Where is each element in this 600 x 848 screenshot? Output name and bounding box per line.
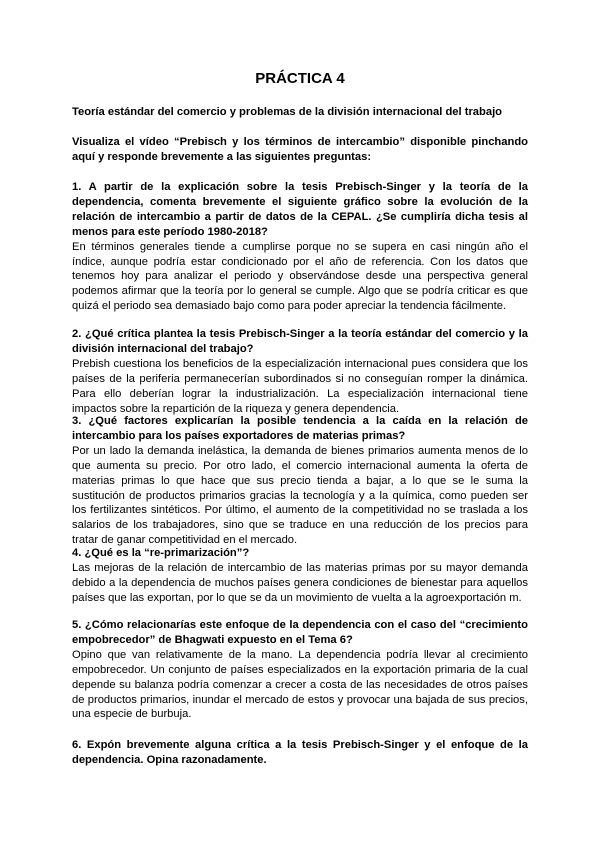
question-3-block <box>72 414 528 548</box>
answer-5-text: Opino que van relativamente de la mano. La dependencia podría llevar al crecimiento empobrecedor. Un conjunto de países especializados en la exportación primaria de la cual depende su balanza podría comenzar a crecer a costa de las necesidades de otros países de productos primarios, inundar el mercado de estos y provocar una bajada de sus precios, una especie de burbuja. <box>72 648 528 721</box>
question-6-block <box>72 738 528 768</box>
question-6-text: 6. Expón brevemente alguna crítica a la tesis Prebisch-Singer y el enfoque de la dependencia. Opina razonadamente. <box>72 739 528 766</box>
question-2-block <box>72 327 528 416</box>
question-1-block <box>72 180 528 314</box>
question-4-text: 4. ¿Qué es la “re-primarización”? <box>72 547 250 559</box>
question-3-text: 3. ¿Qué factores explicarían la posible tendencia a la caída en la relación de intercambio para los países exportadores de materias primas? <box>72 415 528 442</box>
question-5-block <box>72 618 528 722</box>
question-5-text: 5. ¿Cómo relacionarías este enfoque de la dependencia con el caso del “crecimiento empobrecedor” de Bhagwati expuesto en el Tema 6? <box>72 619 528 646</box>
answer-4-text: Las mejoras de la relación de intercambio de las materias primas por su mayor demanda debido a la dependencia de muchos países genera condiciones de bienestar para aquellos países que las exportan, por lo que se da un movimiento de vuelta a la agroexportación m. <box>72 561 528 604</box>
document-subtitle: Teoría estándar del comercio y problemas de la división internacional del trabajo <box>72 106 503 118</box>
answer-1-text: En términos generales tiende a cumplirse porque no se supera en casi ningún año el índice, aunque podría estar condicionado por el año de referencia. Con los datos que tenemos hoy para analizar el periodo y observándose desde una perspectiva general podemos afirmar que la teoría por lo general se cumple. Algo que se podría criticar es que quizá el periodo sea demasiado bajo como para poder apreciar la tendencia fácilmente. <box>72 240 528 313</box>
question-4-block <box>72 546 528 606</box>
page-title: PRÁCTICA 4 <box>255 70 345 87</box>
answer-3-text: Por un lado la demanda inelástica, la demanda de bienes primarios aumenta menos de lo que aumenta su precio. Por otro lado, el comercio internacional aumenta la oferta de materias primas lo que hace que sus precio tienda a bajar, a lo que se le suma la sustitución de productos primarios gracias la tecnología y a la química, como pueden ser los fertilizantes sintéticos. Por último, el aumento de la competitividad no se traslada a los salarios de los trabajadores, sino que se traduce en una reducción de los precios para tratar de ganar competitividad en el mercado. <box>72 444 528 547</box>
instructions-paragraph: Visualiza el vídeo “Prebisch y los términos de intercambio” disponible pinchando aquí y responde brevemente a las siguientes preguntas: <box>72 136 528 163</box>
answer-2-text: Prebish cuestiona los beneficios de la especialización internacional pues considera que los países de la periferia permanecerían subordinados si no conseguían romper la dinámica. Para ello deberían lograr la industrialización. La especialización internacional tiene impactos sobre la repartición de la riqueza y genera dependencia. <box>72 357 528 415</box>
question-1-text: 1. A partir de la explicación sobre la tesis Prebisch-Singer y la teoría de la dependencia, comenta brevemente el siguiente gráfico sobre la evolución de la relación de intercambio a partir de datos de la CEPAL. ¿Se cumpliría dicha tesis al menos para este período 1980-2018? <box>72 181 528 238</box>
question-2-text: 2. ¿Qué crítica plantea la tesis Prebisch-Singer a la teoría estándar del comercio y la división internacional del trabajo? <box>72 328 528 355</box>
